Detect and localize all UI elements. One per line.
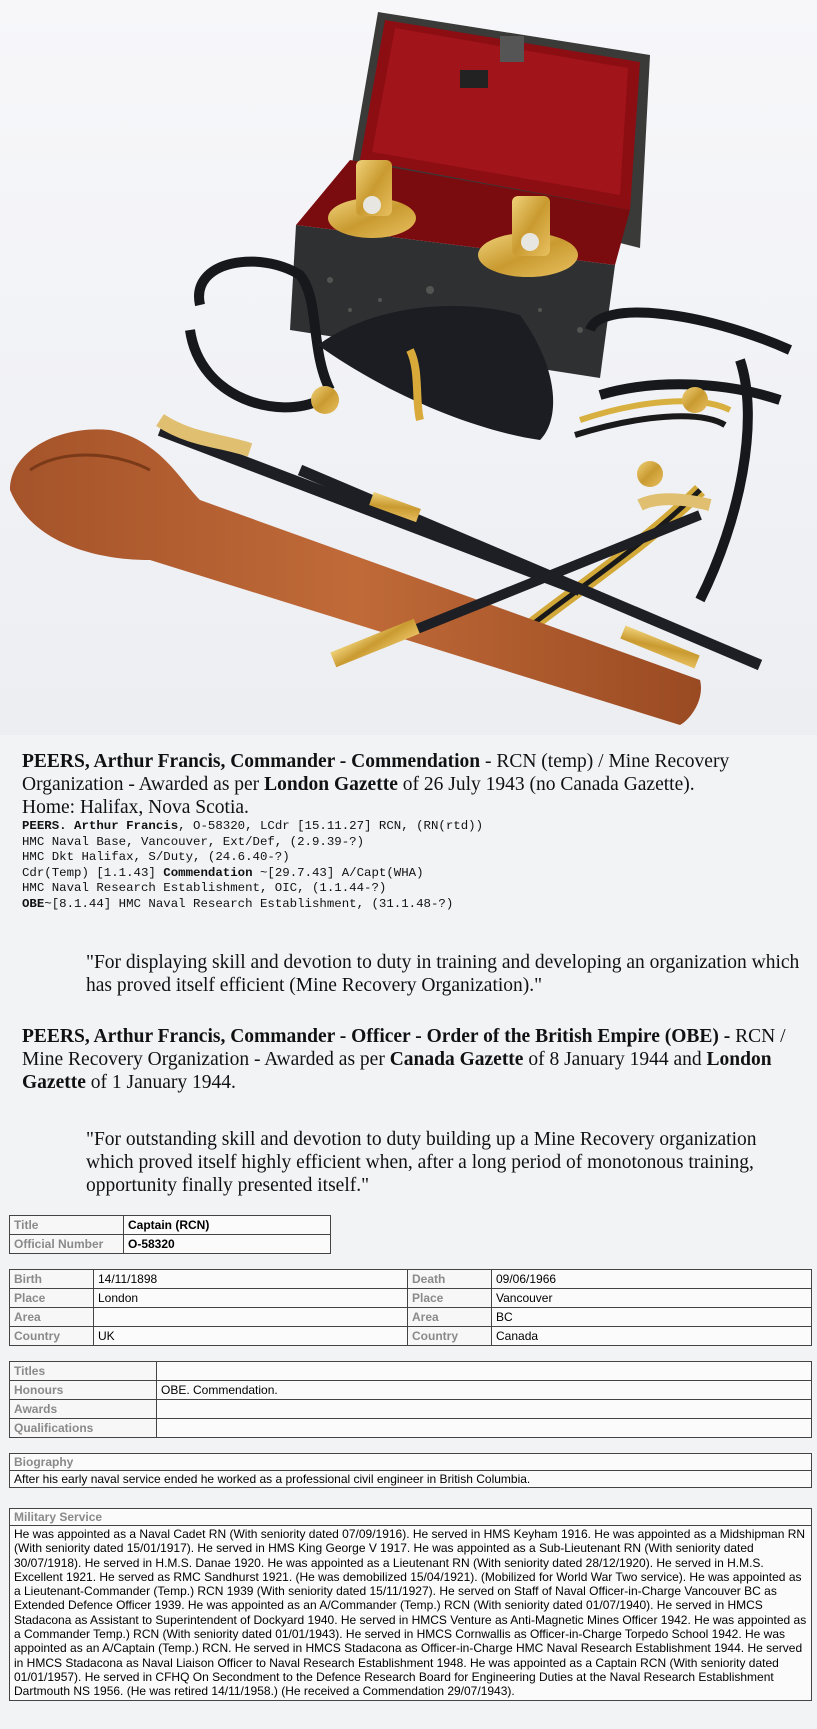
official-number-value: O-58320 [124,1235,331,1254]
honours-table [9,1361,812,1438]
death-label: Death [408,1270,492,1289]
death-country: Canada [492,1327,812,1346]
honours-label: Honours [10,1381,157,1400]
obe-citation [22,1025,807,1094]
qualifications-label: Qualifications [10,1419,157,1438]
record-commendation: Commendation [163,865,253,880]
commendation-org: - RCN (temp) / Mine Recovery Organization - Awarded as per [22,751,730,795]
birth-death-table [9,1269,812,1346]
obe-heading: PEERS, Arthur Francis, Commander - Officer - Order of the British Empire (OBE) - [22,1026,731,1047]
awards-label: Awards [10,1400,157,1419]
commendation-gazette: London Gazette [264,774,398,795]
obe-canada-gazette: Canada Gazette [389,1049,524,1070]
birth-label: Birth [10,1270,94,1289]
death-place-label: Place [408,1289,492,1308]
record-line-4b: ~[29.7.43] A/Capt(WHA) [252,865,424,880]
title-table [9,1215,331,1254]
biography-label: Biography [10,1454,811,1471]
awards-value [157,1400,812,1419]
military-service-box [9,1508,812,1701]
death-country-label: Country [408,1327,492,1346]
death-area: BC [492,1308,812,1327]
obe-quote: "For outstanding skill and devotion to duty building up a Mine Recovery organization which proved itself highly efficient when, after a long period of monotonous training, opportunity finally presented itself." [86,1129,757,1196]
birth-area [94,1308,408,1327]
birth-date: 14/11/1898 [94,1270,408,1289]
military-service-label: Military Service [10,1509,811,1526]
bicorne-hat [318,306,553,440]
titles-value [157,1362,812,1381]
titles-label: Titles [10,1362,157,1381]
obe-date-b: of 1 January 1944. [85,1072,236,1093]
regalia-illustration [0,0,817,735]
obe-london-gazette: London Gazette [22,1049,772,1093]
citation-document [0,735,817,1729]
record-name: PEERS. Arthur Francis [22,819,179,833]
title-label: Title [10,1216,124,1235]
commendation-gazette-date: of 26 July 1943 (no Canada Gazette). [397,774,695,795]
death-place: Vancouver [492,1289,812,1308]
biography-text: After his early naval service ended he worked as a professional civil engineer in British Columbia. [14,1472,531,1486]
honours-value: OBE. Commendation. [157,1381,812,1400]
birth-country-label: Country [10,1327,94,1346]
military-service-text: He was appointed as a Naval Cadet RN (With seniority dated 07/09/1916). He served in HMS Keyham 1916. He was appointed as a Midshipman RN (With seniority dated 15/01/1917). He served in HMS King George V 1917. He was appointed as a Sub-Lieutenant RN (With seniority dated 30/07/1918). He served in H.M.S. Danae 1920. He was appointed as a Lieutenant RN (With seniority dated 28/12/1920). He served in H.M.S. Excellent 1921. He served as RMC Sandhurst 1921. (He was demobilized 15/04/1921). (Mobilized for World War Two service). He was appointed as a Lieutenant-Commander (Temp.) RCN 1939 (With seniority dated 15/11/1927). He served on Staff of Naval Officer-in-Charge Vancouver BC as Extended Defence Officer 1939. He was appointed as an A/Commander (Temp.) RCN (With seniority dated 01/07/1940). He served in HMCS Stadacona as Assistant to Superintendent of Dockyard 1940. He served in HMCS Venture as Anti-Magnetic Mines Officer 1942. He was appointed as a Commander Temp.) RCN (With seniority dated 01/01/1943). He served in HMCS Cornwallis as Officer-in-Charge Torpedo School 1942. He was appointed as an A/Captain (Temp.) RCN. He served in HMCS Stadacona as Officer-in-Charge HMC Naval Research Establishment 1944. He served in HMCS Stadacona as Naval Liaison Officer to Naval Research Establishment 1948. He was appointed as a Captain RCN (With seniority dated 01/01/1957). He served in CFHQ On Secondment to the Defence Research Board for Engineering Duties at the Naval Research Establishment Dartmouth NS 1956. (He was retired 14/11/1958.) (He received a Commendation 29/07/1943). [14,1527,807,1699]
commendation-quote: "For displaying skill and devotion to duty in training and developing an organization which has proved itself efficient (Mine Recovery Organization)." [86,952,800,996]
record-line-4a: Cdr(Temp) [1.1.43] [22,865,164,880]
death-area-label: Area [408,1308,492,1327]
birth-country: UK [94,1327,408,1346]
commendation-heading: PEERS, Arthur Francis, Commander - Commendation [22,751,481,772]
qualifications-value [157,1419,812,1438]
home-location: Home: Halifax, Nova Scotia. [22,797,249,818]
record-line-3: HMC Dkt Halifax, S/Duty, (24.6.40-?) [22,850,290,865]
biography-box [9,1453,812,1488]
commendation-citation [22,750,807,819]
official-number-label: Official Number [10,1235,124,1254]
record-line-2: HMC Naval Base, Vancouver, Ext/Def, (2.9.39-?) [22,834,365,849]
record-line-6: ~[8.1.44] HMC Naval Research Establishment, (31.1.48-?) [44,896,454,911]
obe-date-a: of 8 January 1944 and [523,1049,707,1070]
regalia-photo [0,0,817,735]
birth-place-label: Place [10,1289,94,1308]
death-date: 09/06/1966 [492,1270,812,1289]
record-line-5: HMC Naval Research Establishment, OIC, (1.1.44-?) [22,881,387,896]
record-obe: OBE [22,896,45,911]
service-record-extract [22,819,807,913]
birth-area-label: Area [10,1308,94,1327]
record-line-1: , O-58320, LCdr [15.11.27] RCN, (RN(rtd)) [178,819,484,833]
title-value: Captain (RCN) [124,1216,331,1235]
birth-place: London [94,1289,408,1308]
obe-org: RCN / Mine Recovery Organization - Awarded as per [22,1026,786,1070]
